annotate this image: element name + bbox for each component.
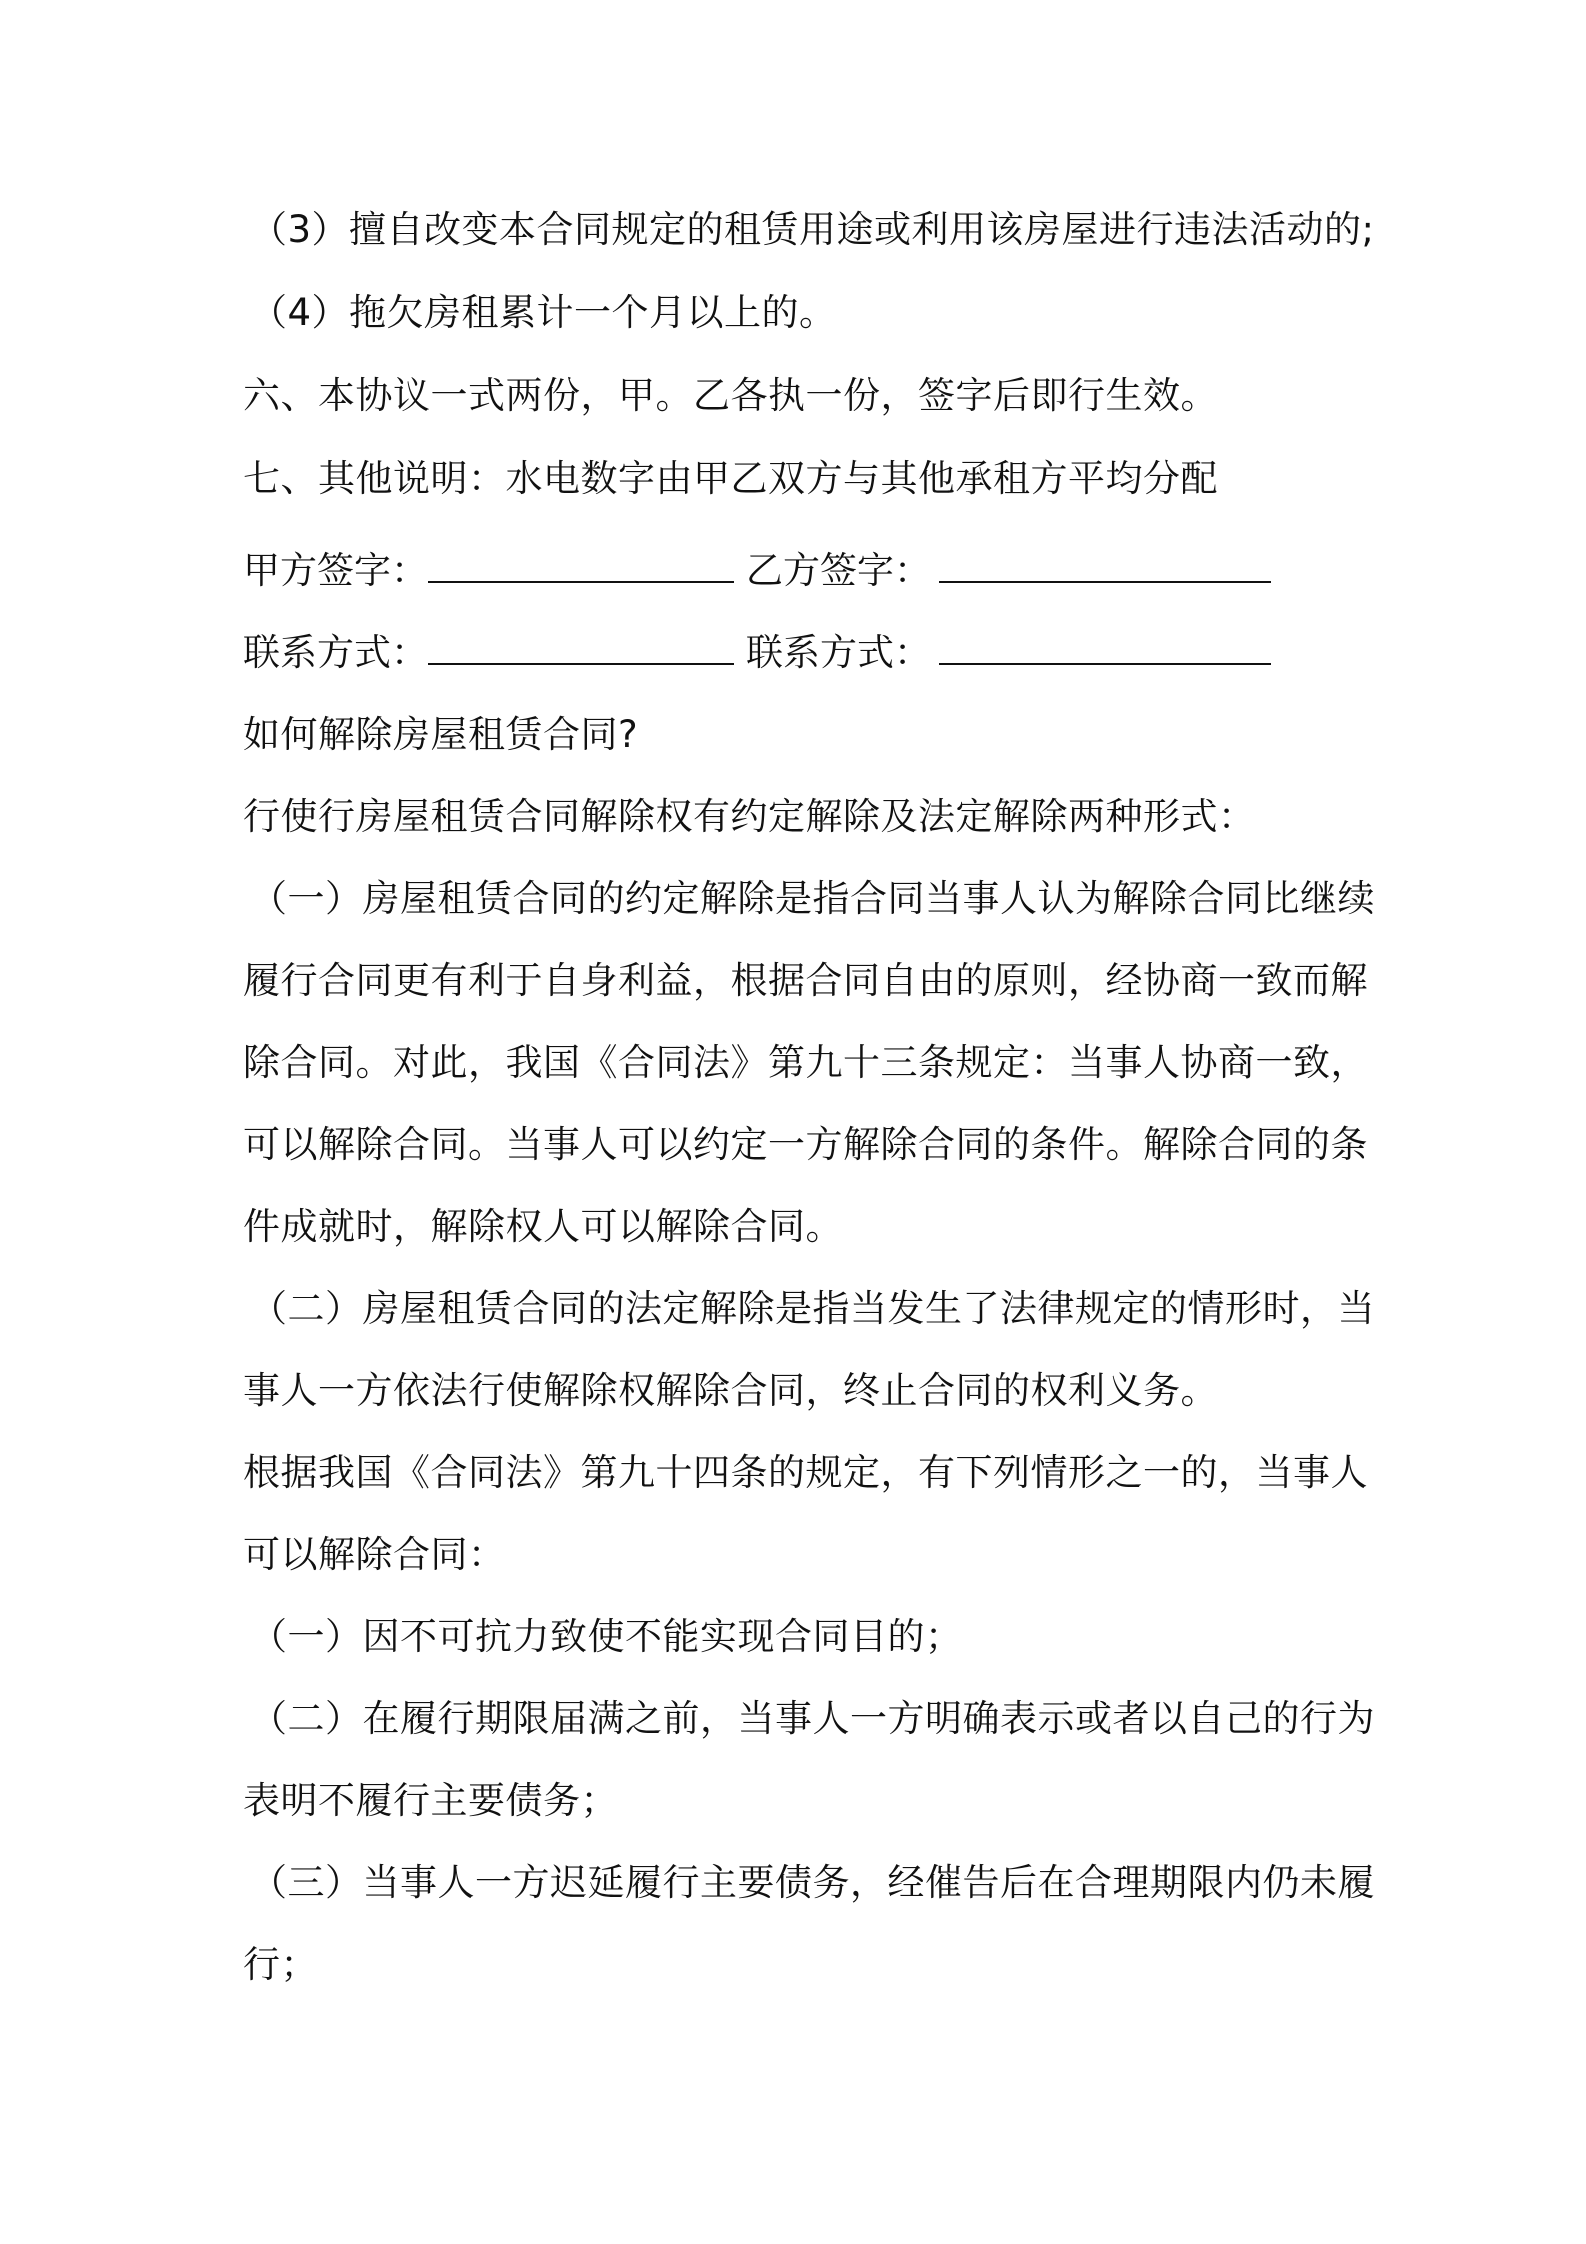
list-item-continued: 表明不履行主要债务； — [243, 1779, 618, 1822]
body-line: （一）房屋租赁合同的约定解除是指合同当事人认为解除合同比继续 — [250, 877, 1375, 920]
list-item-continued: 行； — [243, 1943, 318, 1986]
party-b-contact — [746, 628, 1271, 678]
party-a-signature-blank — [428, 553, 734, 583]
body-line: （二）房屋租赁合同的法定解除是指当发生了法律规定的情形时，当 — [250, 1287, 1375, 1330]
body-line: 可以解除合同： — [243, 1533, 506, 1576]
party-b-signature-label: 乙方签字： — [746, 549, 931, 592]
party-a-signature-label: 甲方签字： — [243, 549, 428, 592]
body-line: 行使行房屋租赁合同解除权有约定解除及法定解除两种形式： — [243, 795, 1256, 838]
body-line: 履行合同更有利于自身利益，根据合同自由的原则，经协商一致而解 — [243, 959, 1368, 1002]
party-a-contact-blank — [428, 635, 734, 665]
clause-4: （4）拖欠房租累计一个月以上的。 — [250, 291, 837, 334]
party-b-signature — [746, 546, 1271, 596]
party-b-signature-blank — [939, 553, 1271, 583]
party-a-contact — [243, 628, 734, 678]
body-line: 事人一方依法行使解除权解除合同，终止合同的权利义务。 — [243, 1369, 1218, 1412]
question-heading: 如何解除房屋租赁合同? — [243, 713, 639, 756]
party-a-signature — [243, 546, 734, 596]
party-a-contact-label: 联系方式： — [243, 631, 428, 674]
party-b-contact-blank — [939, 635, 1271, 665]
list-item: （二）在履行期限届满之前，当事人一方明确表示或者以自己的行为 — [250, 1697, 1375, 1740]
clause-3: （3）擅自改变本合同规定的租赁用途或利用该房屋进行违法活动的; — [250, 208, 1375, 251]
section-seven: 七、其他说明：水电数字由甲乙双方与其他承租方平均分配 — [243, 457, 1218, 500]
body-line: 可以解除合同。当事人可以约定一方解除合同的条件。解除合同的条 — [243, 1123, 1368, 1166]
section-six: 六、本协议一式两份，甲。乙各执一份，签字后即行生效。 — [243, 374, 1218, 417]
list-item: （一）因不可抗力致使不能实现合同目的； — [250, 1615, 963, 1658]
list-item: （三）当事人一方迟延履行主要债务，经催告后在合理期限内仍未履 — [250, 1861, 1375, 1904]
body-line: 根据我国《合同法》第九十四条的规定，有下列情形之一的，当事人 — [243, 1451, 1368, 1494]
party-b-contact-label: 联系方式： — [746, 631, 931, 674]
body-line: 件成就时，解除权人可以解除合同。 — [243, 1205, 843, 1248]
body-line: 除合同。对此，我国《合同法》第九十三条规定：当事人协商一致， — [243, 1041, 1368, 1084]
